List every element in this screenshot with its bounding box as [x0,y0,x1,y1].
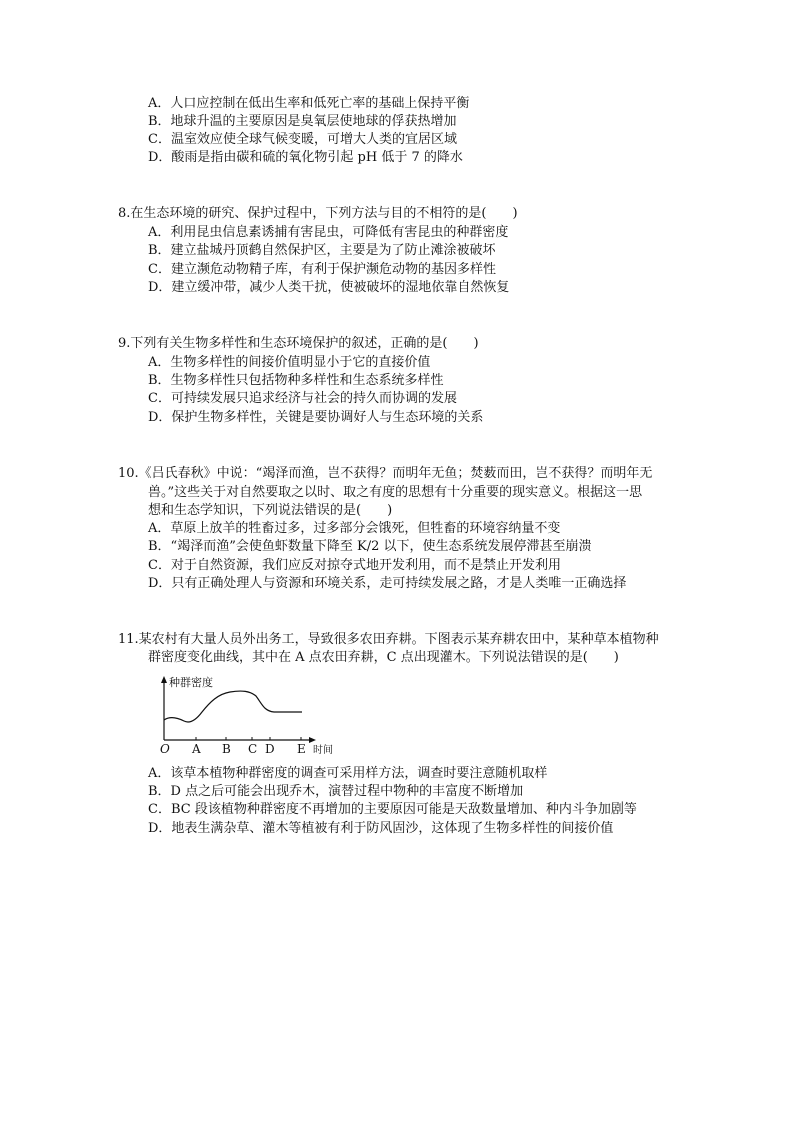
q8-stem: 8.在生态环境的研究、保护过程中，下列方法与目的不相符的是( ) [118,206,518,221]
tick-label-c: C [248,742,258,756]
q8-option-c: C．建立濒危动物精子库，有利于保护濒危动物的基因多样性 [148,262,496,277]
tick-label-a: A [192,742,201,756]
x-axis-label: 时间 [313,745,333,756]
q11-option-a: A．该草本植物种群密度的调查可采用样方法，调查时要注意随机取样 [148,766,548,781]
density-curve [164,691,302,722]
q9-option-a: A．生物多样性的间接价值明显小于它的直接价值 [148,355,431,370]
q9-stem: 9.下列有关生物多样性和生态环境保护的叙述，正确的是( ) [118,336,479,351]
q7-option-c: C．温室效应使全球气候变暖，可增大人类的宜居区域 [148,132,457,147]
q10-stem-line-3: 想和生态学知识，下列说法错误的是( ) [148,503,393,518]
x-axis-arrow [309,737,316,743]
q10-option-a: A．草原上放羊的牲畜过多，过多部分会饿死，但牲畜的环境容纳量不变 [148,521,561,536]
tick-label-d: D [265,742,275,756]
q11-stem-line-1: 11.某农村有大量人员外出务工，导致很多农田弃耕。下图表示某弃耕农田中，某种草本植物种 [118,632,659,647]
q10-stem-line-2: 兽。”这些关于对自然要取之以时、取之有度的思想有十分重要的现实意义。根据这一思 [148,485,643,500]
q11-option-d: D．地表生满杂草、灌木等植被有利于防风固沙，这体现了生物多样性的间接价值 [148,821,614,836]
y-axis-label: 种群密度 [169,676,213,689]
origin-label: O [160,742,170,756]
q11-stem-line-2: 群密度变化曲线，其中在 A 点农田弃耕，C 点出现灌木。下列说法错误的是( ) [148,650,619,665]
q8-option-b: B．建立盐城丹顶鹤自然保护区，主要是为了防止滩涂被破坏 [148,243,496,258]
q10-option-b: B．“竭泽而渔”会使鱼虾数量下降至 K/2 以下，使生态系统发展停滞甚至崩溃 [148,539,592,554]
q8-option-d: D．建立缓冲带，减少人类干扰，使被破坏的湿地依靠自然恢复 [148,280,510,295]
q9-option-c: C．可持续发展只追求经济与社会的持久而协调的发展 [148,391,457,406]
q8-option-a: A．利用昆虫信息素诱捕有害昆虫，可降低有害昆虫的种群密度 [148,225,509,240]
q11-option-c: C．BC 段该植物种群密度不再增加的主要原因可能是天敌数量增加、种内斗争加剧等 [148,802,637,817]
q7-option-d: D．酸雨是指由碳和硫的氧化物引起 pH 低于 7 的降水 [148,150,463,165]
q7-option-a: A．人口应控制在低出生率和低死亡率的基础上保持平衡 [148,96,470,111]
tick-label-e: E [297,742,306,756]
q9-option-b: B．生物多样性只包括物种多样性和生态系统多样性 [148,373,444,388]
population-density-graph [150,674,350,758]
tick-label-b: B [222,742,231,756]
q10-option-c: C．对于自然资源，我们应反对掠夺式地开发利用，而不是禁止开发利用 [148,558,561,573]
q10-stem-line-1: 10.《吕氏春秋》中说：“竭泽而渔，岂不获得？而明年无鱼；焚薮而田，岂不获得？而明年无 [118,466,653,481]
q10-option-d: D．只有正确处理人与资源和环境关系，走可持续发展之路，才是人类唯一正确选择 [148,576,627,591]
q11-option-b: B．D 点之后可能会出现乔木，演替过程中物种的丰富度不断增加 [148,784,524,799]
y-axis-arrow [161,676,167,683]
q7-option-b: B．地球升温的主要原因是臭氧层使地球的俘获热增加 [148,114,457,129]
q9-option-d: D．保护生物多样性，关键是要协调好人与生态环境的关系 [148,410,484,425]
